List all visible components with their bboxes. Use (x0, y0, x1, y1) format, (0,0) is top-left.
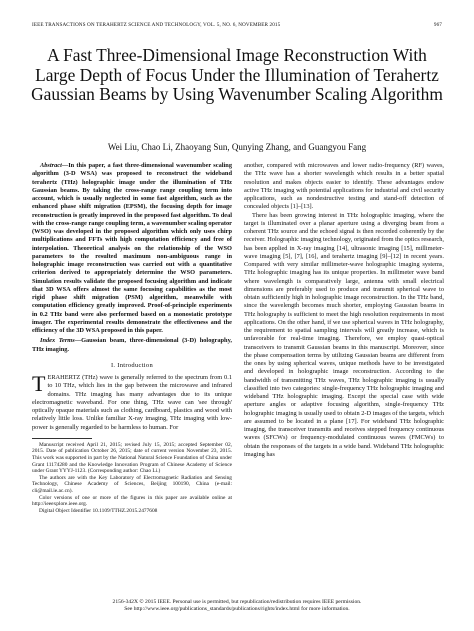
page-number: 967 (433, 22, 442, 28)
footnote-doi: Digital Object Identifier 10.1109/TTHZ.2015.2477608 (39, 507, 158, 514)
author-list: Wei Liu, Chao Li, Zhaoyang Sun, Qunying Zhang, and Guangyou Fang (107, 142, 367, 152)
right-paragraph-1: another, compared with microwaves and lower radio-frequency (RF) waves, the THz wave has a shorter wavelength which results in a better spatial resolution and makes objects easier to identify. These advantages endow active THz imaging with potential applications for industrial and civil security applications, such as nondestructive testing and stand-off detection of concealed objects [1]–[13]. (244, 162, 444, 211)
index-terms-label: Index Terms (40, 337, 75, 345)
journal-header: IEEE TRANSACTIONS ON TERAHERTZ SCIENCE AND TECHNOLOGY, VOL. 5, NO. 6, NOVEMBER 2015 (32, 22, 281, 28)
footnote-divider (32, 438, 92, 439)
right-paragraph-2: There has been growing interest in THz holographic imaging, where the target is illuminated over a planar aperture using a diverging beam from a coherent THz source and the echoed signal is then recorded coherently by the receiver. Holographic imaging technology, originated from the optics research, has been applied in X-ray imaging [14], ultrasonic imaging [15], millimeter-wave imaging [5], [7], [16], and terahertz imaging [9]–[12] in recent years. Compared with very similar millimeter-wave holographic imaging systems, THz holographic imaging has its unique properties. In millimeter wave band where wavelength is comparatively large, antenna with small electrical dimensions are preferably used to produce and transmit spherical wave to obtain sufficiently high in holographic image reconstruction. In the THz band, since the wavelength becomes much shorter, employing Gaussian beams in THz holography is sufficient to meet the high resolution requirements in most applications. On the other hand, if we use spherical waves in THz holography, the requirement to spatial sampling intervals will greatly increase, which is unfavorable for real-time imaging. Therefore, we employ quasi-optical transceivers to transmit Gaussian beams in this manuscript. Moreover, since the phase compensation terms by utilizing Gaussian beams are different from the ones by using spherical waves, unique methods have to be investigated and developed in holographic image reconstruction. According to the bandwidth of transmitting THz waves, THz holographic imaging is usually classified into two categories: single-frequency THz holographic imaging and wideband THz holographic imaging. Except the special case with wide aperture angles or adaptive focusing algorithm, single-frequency THz holographic imaging is usually used to obtain 2-D images of the targets, which are assumed to be located in a plane [17]. For wideband THz holographic imaging, the transceiver transmits and receives stepped frequency continuous waves (SFCWs) or frequency-modulated continuous waves (FMCWs) to obtain the responses of the targets in a wide band. Wideband THz holographic imaging has (244, 211, 444, 458)
drop-cap: T (32, 371, 46, 396)
copyright-footer (32, 599, 442, 613)
footnotes (32, 442, 232, 515)
index-terms-text: —Gaussian beam, three-dimensional (3-D) holography, THz imaging. (32, 337, 232, 353)
intro-paragraph (32, 371, 232, 432)
footnote-color: Color versions of one or more of the figures in this paper are available online at http://ieeexplore.ieee.org. (32, 494, 232, 508)
running-head (32, 22, 442, 28)
index-terms (32, 337, 232, 354)
footnote-affiliation: The authors are with the Key Laboratory of Electromagnetic Radiation and Sensing Technology, Chinese Academy of Sciences, Beijing 100190, China (e-mail: cli@mail.ie.ac.cn). (32, 474, 232, 494)
abstract-label: Abstract (40, 162, 62, 169)
abstract-text: —In this paper, a fast three-dimensional wavenumber scaling algorithm (3-D WSA) was proposed to reconstruct the wideband terahertz (THz) holographic image under the illumination of THz Gaussian beams. By taking the cross-range range coupling term into account, which is usually neglected in some fast algorithm, such as the enhanced phase shift migration (EPSM), the focusing depth for image reconstruction is greatly improved in the proposed fast algorithm. To deal with the cross-range range coupling term, a wavenumber scaling operator (WSO) was developed in the proposed algorithm which only uses chirp multiplications and FFTs with high computation efficiency and free of interpolation. Theoretical analysis on the relationship of the WSO parameters to the resulted maximum non-ambiguous range in holographic image reconstruction was carried out with a quantitative criterion derived to appropriately determine the WSO parameters. Simulation results validate the proposed focusing algorithm and indicate that 3D WSA offers almost the same focusing capabilities as the most rigid phase shift migration (PSM) algorithm, meanwhile with computation efficiency greatly improved. Proof-of-principle experiments in 0.2 THz band were also performed based on a monostatic prototype imager. The experimental results demonstrate the effectiveness and the efficiency of the 3D WSA proposed in this paper. (32, 162, 232, 334)
paper-title: A Fast Three-Dimensional Image Reconstruction With Large Depth of Focus Under the Illumination of Terahertz Gaussian Beams by Using Wavenumber Scaling Algorithm (31, 45, 443, 105)
footnote-manuscript: Manuscript received April 21, 2015; revised July 15, 2015; accepted September 02, 2015. Date of publication October 26, 2015; date of current version November 23, 2015. This work was supported in part by the National Natural Science Foundation of China under Grant 11174280 and the Knowledge Innovation Program of Chinese Academy of Science under Grant YYYJ-1123. (Corresponding author: Chao Li.) (32, 441, 232, 475)
copyright-line: 2156-342X © 2015 IEEE. Personal use is permitted, but republication/redistribution requires IEEE permission. (112, 599, 362, 605)
right-column (244, 162, 444, 459)
left-column (32, 162, 232, 514)
rights-link-line: See http://www.ieee.org/publications_standards/publications/rights/index.html for more information. (124, 606, 350, 612)
abstract (32, 162, 232, 335)
section-heading-introduction: I. Introduction (110, 361, 154, 369)
intro-text: ERAHERTZ (THz) wave is generally referred to the spectrum from 0.1 to 10 THz, which lies in the gap between the microwave and infrared domains. THz imaging has many advantages due to its unique electromagnetic waveband. For one thing, THz wave can 'see through' optically opaque materials such as clothing, cardboard, plastics and wood with relatively little loss. Unlike familiar X-ray imaging, THz imaging with low-power is generally regarded to be harmless to human. For (32, 374, 232, 431)
